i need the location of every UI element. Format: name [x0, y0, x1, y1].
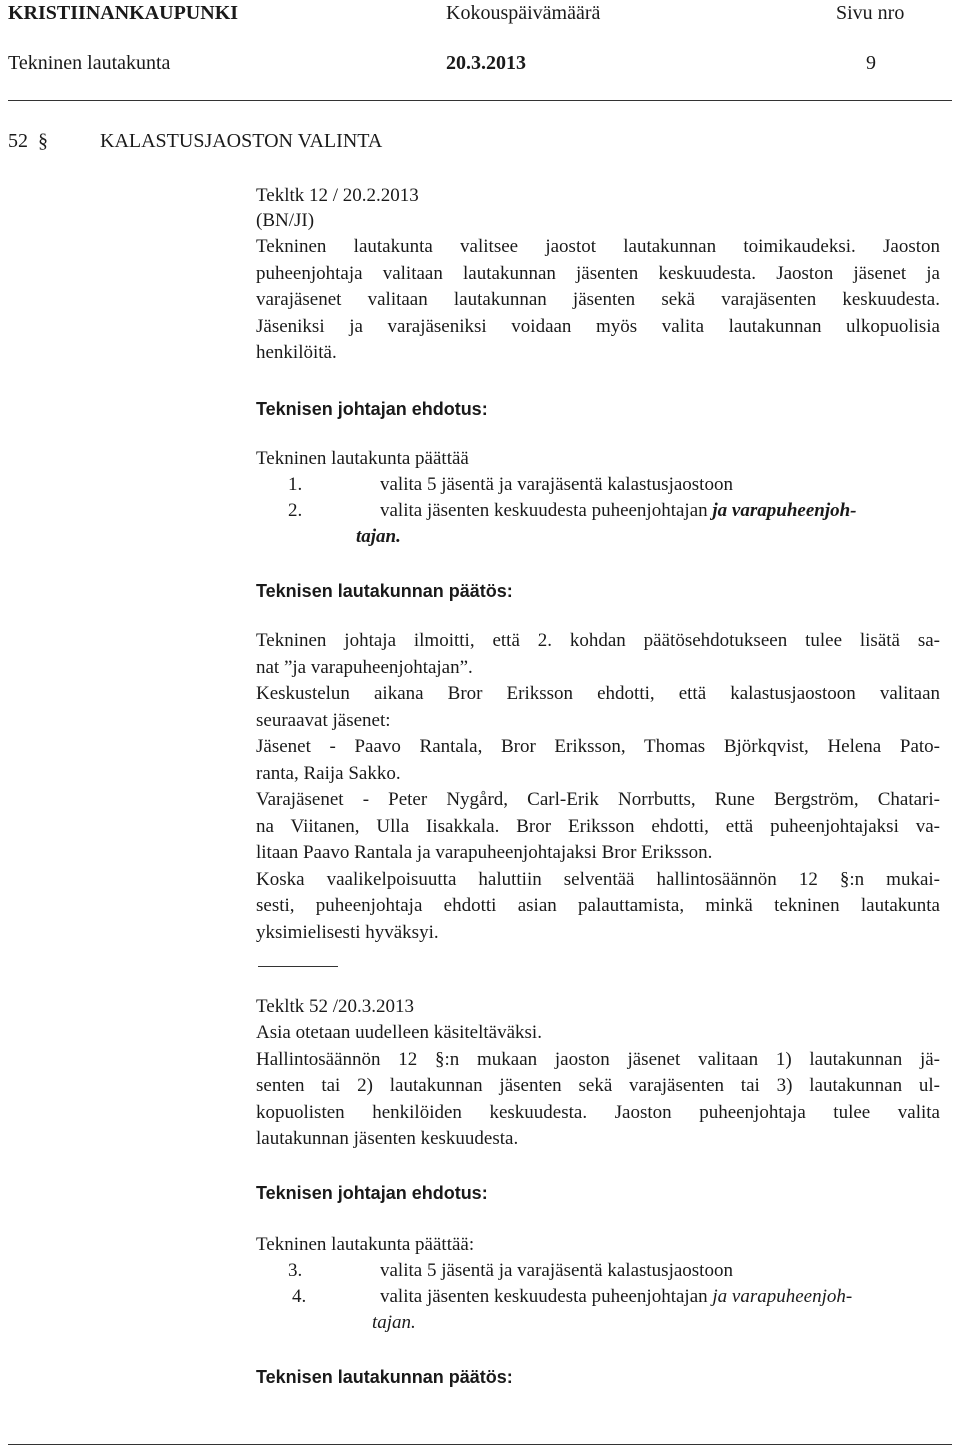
list-item-text: valita jäsenten keskuudesta puheenjohtajan ja varapuheenjoh-: [380, 1286, 853, 1307]
paragraph-line: Varajäsenet - Peter Nygård, Carl-Erik Norrbutts, Rune Bergström, Chatari-: [256, 789, 940, 810]
list-item-text: valita jäsenten keskuudesta puheenjohtajan ja varapuheenjoh-: [380, 500, 857, 521]
section-separator: [258, 966, 338, 967]
paragraph-line: varajäsenet valitaan lautakunnan jäsenten sekä varajäsenten keskuudesta.: [256, 289, 940, 310]
second-reading-text: [256, 1020, 940, 1153]
section-number: 52 §: [8, 130, 48, 152]
list-item: 2.: [288, 500, 303, 521]
decision-heading: Teknisen lautakunnan päätös:: [256, 581, 513, 601]
list-item-continuation: tajan.: [356, 526, 401, 547]
paragraph-line: lautakunnan jäsenten keskuudesta.: [256, 1128, 519, 1149]
list-item: 4.: [292, 1286, 307, 1307]
meeting-date-label: Kokouspäivämäärä: [446, 2, 601, 24]
paragraph-line: puheenjohtaja valitaan lautakunnan jäsenten keskuudesta. Jaoston jäsenet ja: [256, 262, 940, 284]
list-item: 3.: [288, 1260, 303, 1281]
page-number: 9: [866, 52, 876, 74]
section-title: KALASTUSJAOSTON VALINTA: [100, 130, 383, 152]
committee-name: Tekninen lautakunta: [8, 52, 171, 74]
org-name: KRISTIINANKAUPUNKI: [8, 2, 239, 24]
meeting-date: 20.3.2013: [446, 52, 526, 74]
first-reading-ref: Tekltk 12 / 20.2.2013: [256, 185, 419, 206]
paragraph-line: kopuolisten henkilöiden keskuudesta. Jaoston puheenjohtaja tulee valita: [256, 1101, 940, 1123]
paragraph-line: seuraavat jäsenet:: [256, 709, 391, 731]
paragraph-line: senten tai 2) lautakunnan jäsenten sekä varajäsenten tai 3) lautakunnan ul-: [256, 1075, 940, 1096]
list-item-text: valita 5 jäsentä ja varajäsentä kalastusjaostoon: [380, 474, 733, 495]
decision-heading: Teknisen lautakunnan päätös:: [256, 1367, 513, 1387]
first-reading-initials: (BN/JI): [256, 210, 315, 231]
paragraph-line: Koska vaalikelpoisuutta haluttiin selventää hallintosäännön 12 §:n mukai-: [256, 868, 940, 890]
second-reading-ref: Tekltk 52 /20.3.2013: [256, 996, 415, 1017]
paragraph-line: Jäseniksi ja varajäseniksi voidaan myös valita lautakunnan ulkopuolisia: [256, 315, 940, 337]
decision-text: [256, 628, 940, 946]
paragraph-line: Hallintosäännön 12 §:n mukaan jaoston jäsenet valitaan 1) lautakunnan jä-: [256, 1048, 940, 1070]
proposal-heading: Teknisen johtajan ehdotus:: [256, 399, 488, 419]
paragraph-line: Tekninen johtaja ilmoitti, että 2. kohdan päätösehdotukseen tulee lisätä sa-: [256, 630, 940, 651]
decides-text: Tekninen lautakunta päättää:: [256, 1234, 475, 1255]
list-item: 1.: [288, 474, 303, 495]
list-item-text: valita 5 jäsentä ja varajäsentä kalastusjaostoon: [380, 1260, 733, 1281]
emphasis-text: ja varapuheenjoh-: [712, 1286, 853, 1307]
paragraph-line: Tekninen lautakunta valitsee jaostot lautakunnan toimikaudeksi. Jaoston: [256, 236, 940, 257]
emphasis-text: ja varapuheenjoh-: [712, 500, 857, 521]
decides-text: Tekninen lautakunta päättää: [256, 448, 469, 469]
footer-divider: [8, 1444, 952, 1445]
paragraph-line: yksimielisesti hyväksyi.: [256, 921, 439, 943]
paragraph-line: henkilöitä.: [256, 342, 337, 363]
header-divider: [8, 100, 952, 101]
list-item-continuation: tajan.: [372, 1312, 416, 1333]
paragraph-line: litaan Paavo Rantala ja varapuheenjohtajaksi Bror Eriksson.: [256, 842, 713, 863]
paragraph-line: Keskustelun aikana Bror Eriksson ehdotti, että kalastusjaostoon valitaan: [256, 683, 940, 704]
paragraph-line: ranta, Raija Sakko.: [256, 762, 401, 784]
proposal-heading: Teknisen johtajan ehdotus:: [256, 1183, 488, 1203]
section-icon: §: [38, 130, 48, 152]
page-number-label: Sivu nro: [836, 2, 905, 24]
paragraph-line: sesti, puheenjohtaja ehdotti asian palauttamista, minkä tekninen lautakunta: [256, 895, 940, 916]
first-reading-text: [256, 234, 940, 367]
paragraph-line: na Viitanen, Ulla Iisakkala. Bror Eriksson ehdotti, että puheenjohtajaksi va-: [256, 815, 940, 837]
paragraph-line: nat ”ja varapuheenjohtajan”.: [256, 656, 473, 678]
paragraph-line: Jäsenet - Paavo Rantala, Bror Eriksson, Thomas Björkqvist, Helena Pato-: [256, 736, 940, 757]
paragraph-line: Asia otetaan uudelleen käsiteltäväksi.: [256, 1022, 542, 1043]
